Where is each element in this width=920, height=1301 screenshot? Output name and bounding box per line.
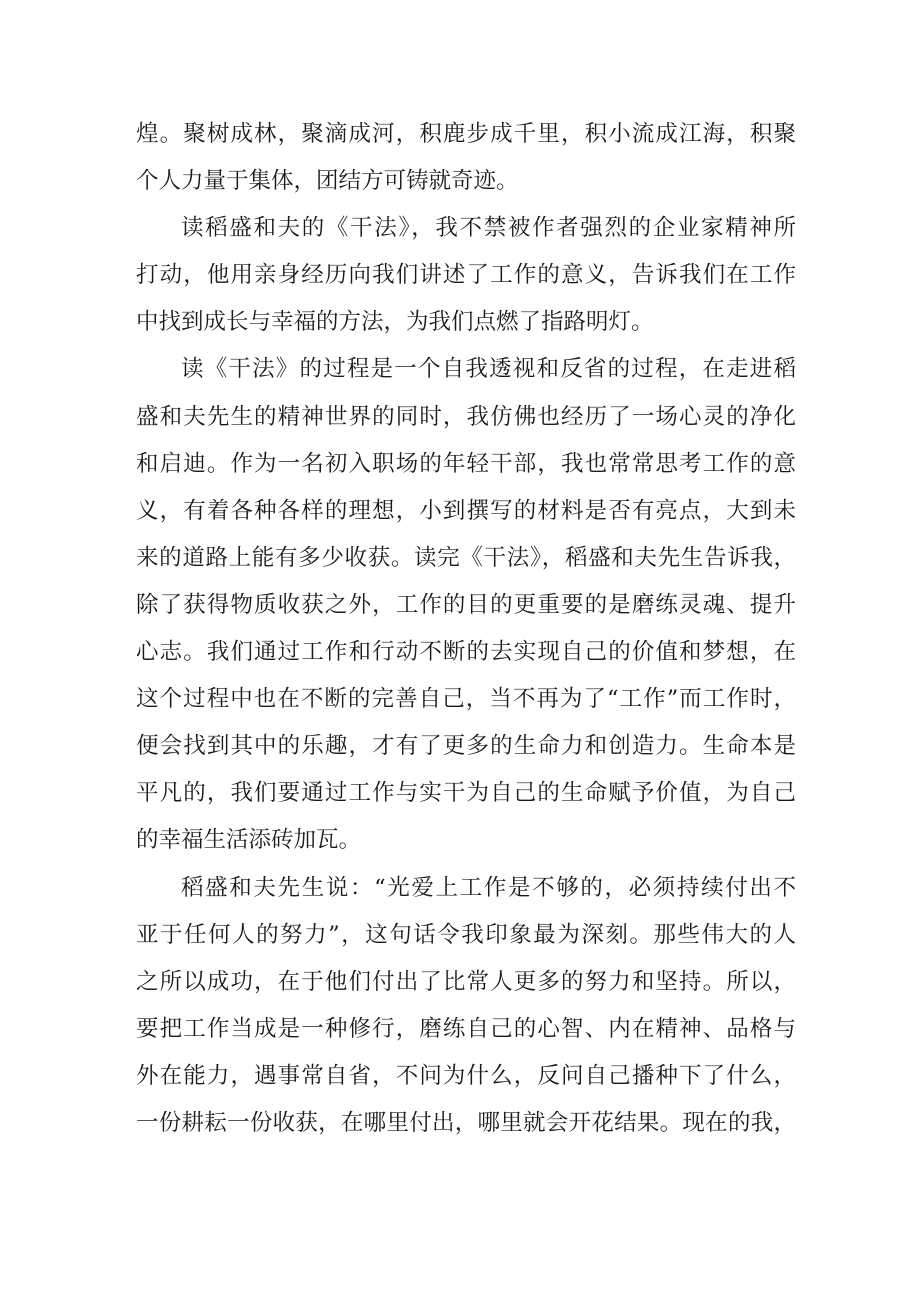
- paragraph-2: [136, 205, 796, 346]
- paragraph-3: [136, 346, 796, 864]
- text-line: 心志。我们通过工作和行动不断的去实现自己的价值和梦想，在: [136, 639, 796, 666]
- paragraph-1: [136, 111, 796, 205]
- body-text: [136, 111, 796, 1147]
- text-line: 盛和夫先生的精神世界的同时，我仿佛也经历了一场心灵的净化: [136, 403, 796, 430]
- text-line: 中找到成长与幸福的方法，为我们点燃了指路明灯。: [136, 309, 654, 336]
- text-line: 外在能力，遇事常自省，不问为什么，反问自己播种下了什么，: [136, 1062, 796, 1089]
- paragraph-4: [136, 865, 796, 1148]
- text-line: 和启迪。作为一名初入职场的年轻干部，我也常常思考工作的意: [136, 450, 796, 477]
- text-line: 个人力量于集体，团结方可铸就奇迹。: [136, 168, 519, 195]
- text-line: 的幸福生活添砖加瓦。: [136, 827, 362, 854]
- text-line: 平凡的，我们要通过工作与实干为自己的生命赋予价值，为自己: [136, 780, 796, 807]
- text-line: 便会找到其中的乐趣，才有了更多的生命力和创造力。生命本是: [136, 733, 796, 760]
- text-line: 之所以成功，在于他们付出了比常人更多的努力和坚持。所以，: [136, 968, 796, 995]
- text-line: 义，有着各种各样的理想，小到撰写的材料是否有亮点，大到未: [136, 497, 796, 524]
- text-line: 读稻盛和夫的《干法》，我不禁被作者强烈的企业家精神所: [181, 215, 796, 242]
- text-line: 一份耕耘一份收获，在哪里付出，哪里就会开花结果。现在的我，: [136, 1109, 796, 1136]
- text-line: 煌。聚树成林，聚滴成河，积鹿步成千里，积小流成江海，积聚: [136, 121, 796, 147]
- text-line: 打动，他用亲身经历向我们讲述了工作的意义，告诉我们在工作: [136, 262, 796, 289]
- text-line: 要把工作当成是一种修行，磨练自己的心智、内在精神、品格与: [136, 1015, 796, 1042]
- text-line: 稻盛和夫先生说：“光爱上工作是不够的，必须持续付出不: [181, 874, 796, 901]
- text-line: 亚于任何人的努力”，这句话令我印象最为深刻。那些伟大的人: [136, 921, 796, 948]
- text-line: 这个过程中也在不断的完善自己，当不再为了“工作”而工作时，: [136, 686, 796, 713]
- text-line: 除了获得物质收获之外，工作的目的更重要的是磨练灵魂、提升: [136, 591, 796, 618]
- text-line: 来的道路上能有多少收获。读完《干法》，稻盛和夫先生告诉我，: [136, 544, 796, 571]
- text-line: 读《干法》的过程是一个自我透视和反省的过程，在走进稻: [181, 356, 796, 383]
